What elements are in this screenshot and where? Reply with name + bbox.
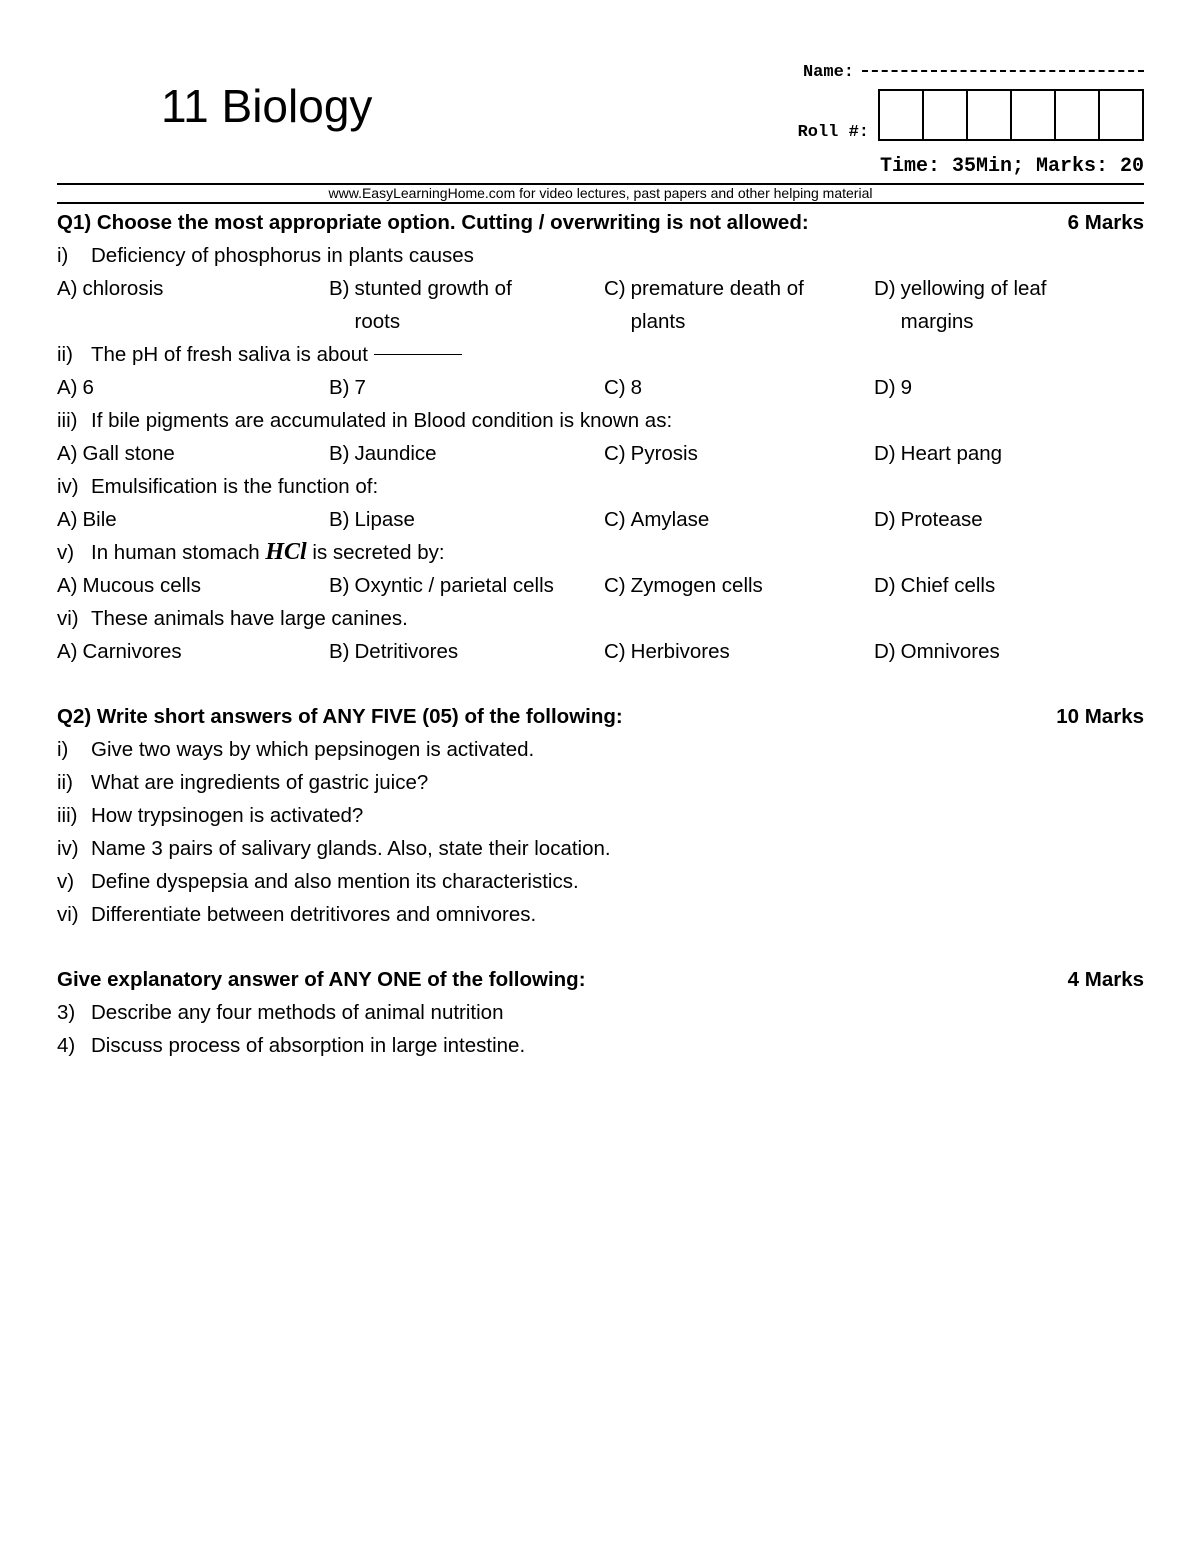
option-d xyxy=(874,503,1144,536)
question-number: iv) xyxy=(57,837,79,860)
roll-number-box xyxy=(1012,91,1056,139)
mcq-question xyxy=(57,239,1144,272)
option-letter: A) xyxy=(57,442,78,465)
section-spacer xyxy=(57,668,1144,700)
question-number: ii) xyxy=(57,771,73,794)
roll-number-box xyxy=(1100,91,1142,139)
option-text: Bile xyxy=(82,508,117,531)
option-letter: B) xyxy=(329,640,350,663)
name-field xyxy=(803,63,1144,82)
question-text: These animals have large canines. xyxy=(91,607,408,630)
short-question xyxy=(57,898,1144,931)
option-c xyxy=(604,272,874,338)
question-text: The pH of fresh saliva is about xyxy=(91,343,368,366)
question-text: Emulsification is the function of: xyxy=(91,475,379,498)
option-a xyxy=(57,503,329,536)
question-text: Differentiate between detritivores and omnivores. xyxy=(91,903,537,926)
option-letter: D) xyxy=(874,442,896,465)
option-a xyxy=(57,272,329,338)
option-text: Omnivores xyxy=(900,640,1000,663)
q3-heading-row xyxy=(57,963,1144,996)
option-letter: C) xyxy=(604,277,626,300)
option-text: Detritivores xyxy=(354,640,459,663)
option-letter: A) xyxy=(57,574,78,597)
long-question xyxy=(57,996,1144,1029)
option-c xyxy=(604,371,874,404)
question-text-start: In human stomach xyxy=(91,541,260,564)
page-title: 11 Biology xyxy=(161,80,373,132)
question-number: vi) xyxy=(57,607,79,630)
option-letter: A) xyxy=(57,376,78,399)
q1-heading-row xyxy=(57,206,1144,239)
option-a xyxy=(57,437,329,470)
option-letter: C) xyxy=(604,442,626,465)
option-letter: B) xyxy=(329,277,350,300)
q3-marks: 4 Marks xyxy=(1067,968,1144,991)
option-letter: D) xyxy=(874,508,896,531)
short-question xyxy=(57,766,1144,799)
time-marks: Time: 35Min; Marks: 20 xyxy=(879,155,1144,178)
option-letter: D) xyxy=(874,376,896,399)
option-letter: D) xyxy=(874,574,896,597)
question-number: v) xyxy=(57,870,75,893)
option-text: Amylase xyxy=(630,508,710,531)
option-d xyxy=(874,635,1144,668)
option-letter: D) xyxy=(874,640,896,663)
option-text: Herbivores xyxy=(630,640,730,663)
question-number: iii) xyxy=(57,804,78,827)
option-d xyxy=(874,371,1144,404)
question-text: Deficiency of phosphorus in plants causes xyxy=(91,244,474,267)
option-text: Lipase xyxy=(354,508,415,531)
roll-number-box xyxy=(880,91,924,139)
option-text: Zymogen cells xyxy=(630,574,763,597)
mcq-question xyxy=(57,602,1144,635)
option-text: Oxyntic / parietal cells xyxy=(354,574,554,597)
mcq-options xyxy=(57,503,1144,536)
option-letter: A) xyxy=(57,508,78,531)
option-b xyxy=(329,437,604,470)
option-letter: C) xyxy=(604,640,626,663)
option-letter: C) xyxy=(604,574,626,597)
option-text: chlorosis xyxy=(82,277,164,300)
mcq-question xyxy=(57,338,1144,371)
option-text: stunted growth of roots xyxy=(354,277,512,333)
question-number: vi) xyxy=(57,903,79,926)
option-text: 7 xyxy=(354,376,366,399)
option-text: Chief cells xyxy=(900,574,996,597)
section-spacer xyxy=(57,931,1144,963)
short-question xyxy=(57,832,1144,865)
question-text: What are ingredients of gastric juice? xyxy=(91,771,429,794)
option-a xyxy=(57,371,329,404)
option-text: 6 xyxy=(82,376,94,399)
hcl-formula: HCl xyxy=(265,539,307,565)
mcq-question xyxy=(57,536,1144,569)
q1-marks: 6 Marks xyxy=(1067,211,1144,234)
option-c xyxy=(604,635,874,668)
option-d xyxy=(874,569,1144,602)
mcq-question xyxy=(57,470,1144,503)
paper-header xyxy=(57,55,1144,183)
option-d xyxy=(874,272,1144,338)
question-number: i) xyxy=(57,738,69,761)
roll-number-boxes xyxy=(878,89,1144,141)
option-text: 9 xyxy=(900,376,913,399)
option-letter: B) xyxy=(329,508,350,531)
option-b xyxy=(329,371,604,404)
mcq-question xyxy=(57,404,1144,437)
question-number: ii) xyxy=(57,343,73,366)
option-text: yellowing of leaf margins xyxy=(900,277,1047,333)
option-b xyxy=(329,569,604,602)
option-text: Mucous cells xyxy=(82,574,201,597)
option-letter: C) xyxy=(604,376,626,399)
option-c xyxy=(604,437,874,470)
option-text: Gall stone xyxy=(82,442,175,465)
website-note: www.EasyLearningHome.com for video lectures, past papers and other helping material xyxy=(328,185,873,201)
long-question xyxy=(57,1029,1144,1062)
roll-number-box xyxy=(968,91,1012,139)
question-text: Define dyspepsia and also mention its characteristics. xyxy=(91,870,579,893)
question-number: iv) xyxy=(57,475,79,498)
fill-in-blank xyxy=(374,354,462,355)
name-label: Name: xyxy=(802,63,854,82)
short-question xyxy=(57,865,1144,898)
question-text-end: is secreted by: xyxy=(312,541,445,564)
q2-heading-row xyxy=(57,700,1144,733)
option-letter: B) xyxy=(329,442,350,465)
roll-number-box xyxy=(924,91,968,139)
question-text: How trypsinogen is activated? xyxy=(91,804,364,827)
question-number: 4) xyxy=(57,1034,76,1057)
option-text: Heart pang xyxy=(900,442,1003,465)
option-text: 8 xyxy=(630,376,643,399)
question-text: Give two ways by which pepsinogen is activated. xyxy=(91,738,535,761)
option-letter: D) xyxy=(874,277,896,300)
option-a xyxy=(57,635,329,668)
option-text: premature death of plants xyxy=(630,277,804,333)
question-number: iii) xyxy=(57,409,78,432)
mcq-options xyxy=(57,569,1144,602)
mcq-options xyxy=(57,437,1144,470)
q1-heading: Q1) Choose the most appropriate option. Cutting / overwriting is not allowed: xyxy=(57,211,809,234)
option-c xyxy=(604,569,874,602)
header-divider-bottom xyxy=(57,202,1144,204)
option-text: Protease xyxy=(900,508,983,531)
option-letter: C) xyxy=(604,508,626,531)
option-letter: B) xyxy=(329,376,350,399)
mcq-options xyxy=(57,635,1144,668)
q2-marks: 10 Marks xyxy=(1056,705,1144,728)
question-text: Name 3 pairs of salivary glands. Also, state their location. xyxy=(91,837,611,860)
option-text: Carnivores xyxy=(82,640,182,663)
option-d xyxy=(874,437,1144,470)
option-letter: A) xyxy=(57,277,78,300)
q3-heading: Give explanatory answer of ANY ONE of the following: xyxy=(57,968,586,991)
mcq-options xyxy=(57,371,1144,404)
mcq-options xyxy=(57,272,1144,338)
q2-heading: Q2) Write short answers of ANY FIVE (05) of the following: xyxy=(57,705,623,728)
question-text: If bile pigments are accumulated in Blood condition is known as: xyxy=(91,409,673,432)
short-question xyxy=(57,733,1144,766)
option-b xyxy=(329,503,604,536)
question-number: 3) xyxy=(57,1001,76,1024)
option-b xyxy=(329,272,604,338)
option-letter: A) xyxy=(57,640,78,663)
name-blank-line xyxy=(862,70,1144,72)
option-b xyxy=(329,635,604,668)
question-number: v) xyxy=(57,541,75,564)
option-a xyxy=(57,569,329,602)
short-question xyxy=(57,799,1144,832)
question-text: Describe any four methods of animal nutrition xyxy=(91,1001,504,1024)
question-number: i) xyxy=(57,244,69,267)
roll-number-label: Roll #: xyxy=(797,123,869,142)
option-letter: B) xyxy=(329,574,350,597)
option-c xyxy=(604,503,874,536)
option-text: Pyrosis xyxy=(630,442,698,465)
option-text: Jaundice xyxy=(354,442,437,465)
exam-paper xyxy=(57,55,1144,1062)
roll-number-box xyxy=(1056,91,1100,139)
question-text: Discuss process of absorption in large intestine. xyxy=(91,1034,526,1057)
